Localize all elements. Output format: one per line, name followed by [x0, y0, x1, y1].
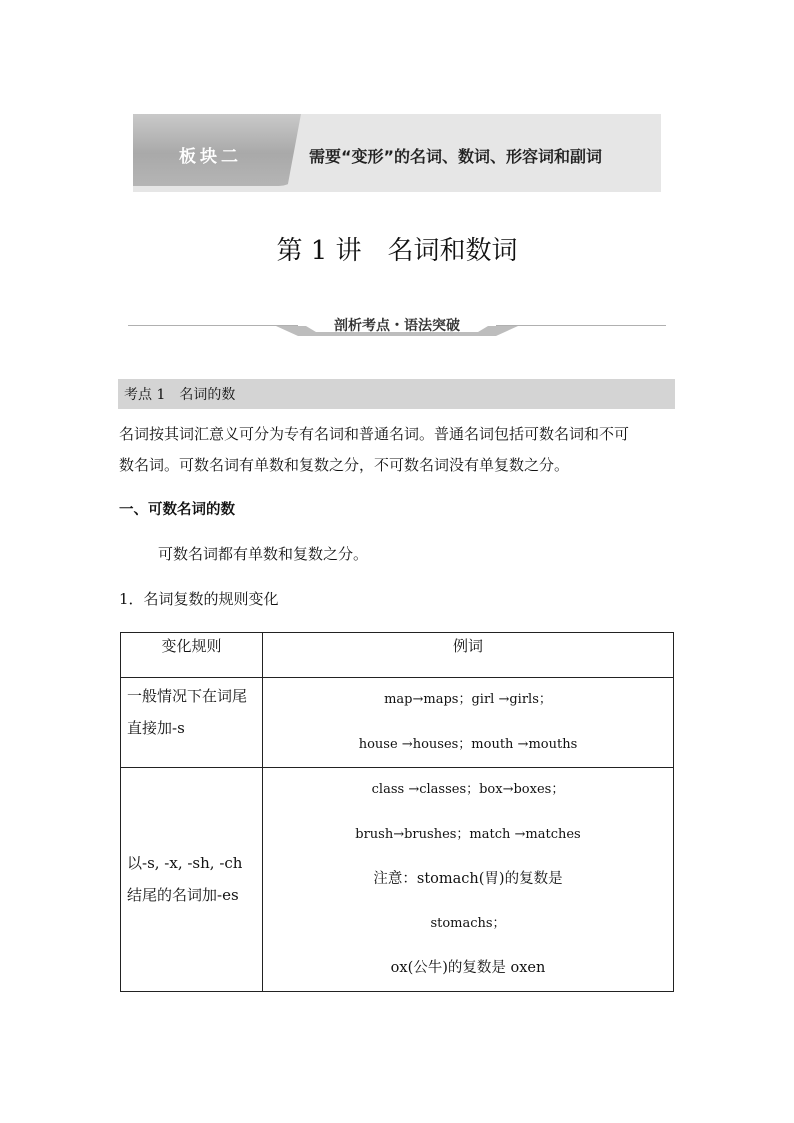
section-banner — [133, 114, 661, 192]
examples-cell — [263, 768, 674, 992]
heading-countable-text: 可数名词都有单数和复数之分。 — [158, 545, 369, 563]
example-line: class →classes；box→boxes； — [371, 782, 565, 797]
example-line: house →houses；mouth →mouths — [358, 736, 578, 752]
kaodian-bar — [118, 379, 675, 409]
table-row — [121, 678, 674, 768]
banner-title: 需要“变形”的名词、数词、形容词和副词 — [309, 147, 603, 166]
example-line: 注意：stomach(胃)的复数是 — [373, 871, 563, 887]
lecture-title: 第 1 讲 名词和数词 — [276, 236, 518, 266]
intro-line-2: 数名词。可数名词有单数和复数之分，不可数名词没有单复数之分。 — [119, 456, 570, 474]
plural-rules-table — [120, 632, 674, 992]
rule-cell — [121, 768, 263, 992]
example-line: map→maps；girl →girls； — [384, 692, 552, 707]
table-header-row — [121, 633, 674, 678]
intro-line-1: 名词按其词汇意义可分为专有名词和普通名词。普通名词包括可数名词和不可 — [119, 425, 630, 443]
rule-cell — [121, 678, 263, 768]
heading-countable-nouns: 一、可数名词的数 — [119, 502, 235, 518]
example-line: brush→brushes；match →matches — [355, 826, 581, 842]
table-row — [121, 768, 674, 992]
banner-tab-label: 板块二 — [179, 147, 242, 167]
examples-cell — [263, 678, 674, 768]
section-divider-label: 剖析考点・语法突破 — [334, 318, 460, 334]
numbered-heading-1: 1．名词复数的规则变化 — [119, 590, 279, 608]
example-line: ox(公牛)的复数是 oxen — [390, 960, 546, 976]
table-header-examples: 例词 — [263, 633, 674, 678]
rule-text: 以-s, -x, -sh, -ch 结尾的名词加-es — [127, 854, 243, 905]
kaodian-label: 考点 1 名词的数 — [124, 387, 236, 403]
table-header-rule: 变化规则 — [121, 633, 263, 678]
example-line: stomachs； — [430, 915, 506, 931]
rule-text: 一般情况下在词尾直接加-s — [127, 687, 248, 737]
